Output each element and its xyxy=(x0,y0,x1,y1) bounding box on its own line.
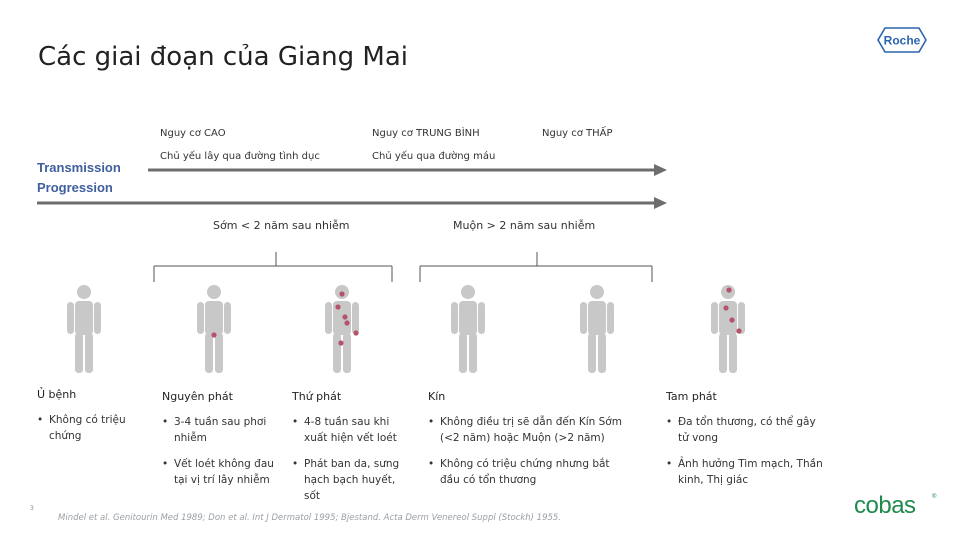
stage-tertiary-bullet-1: • Đa tổn thương, có thể gây tử vong xyxy=(666,416,816,444)
human-figure-icon xyxy=(446,283,490,375)
lesion-dot-icon xyxy=(211,332,216,337)
human-figure-icon xyxy=(320,283,364,375)
human-figure-icon xyxy=(575,283,619,375)
stage-tertiary-title: Tam phát xyxy=(666,390,717,403)
early-period-label: Sớm < 2 năm sau nhiễm xyxy=(213,219,350,232)
cobas-logo-text: cobas xyxy=(854,492,916,519)
transmission-label: Transmission xyxy=(37,160,121,175)
page-number: 3 xyxy=(30,505,34,512)
human-figure-icon xyxy=(62,283,106,375)
roche-logo-text: Roche xyxy=(883,33,921,48)
risk-medium-label: Nguy cơ TRUNG BÌNH xyxy=(372,128,480,139)
stage-primary-bullet-1: • 3-4 tuần sau phơi nhiễm xyxy=(162,416,267,444)
transmission-arrow xyxy=(148,164,667,176)
stage-latent-bullet-2: • Không có triệu chứng nhưng bắt đầu có tổn thương xyxy=(428,458,610,486)
stage-primary-bullet-2: • Vết loét không đau tại vị trí lây nhiễm xyxy=(162,458,274,486)
stage-latent-title: Kín xyxy=(428,390,446,403)
route-sexual-label: Chủ yếu lây qua đường tình dục xyxy=(160,151,320,162)
late-bracket xyxy=(420,252,652,282)
late-period-label: Muộn > 2 năm sau nhiễm xyxy=(453,219,596,232)
route-blood-label: Chủ yếu qua đường máu xyxy=(372,151,496,162)
progression-arrow xyxy=(37,197,667,209)
stage-secondary-bullet-1: • 4-8 tuần sau khi xuất hiện vết loét xyxy=(292,416,397,444)
risk-low-label: Nguy cơ THẤP xyxy=(542,128,613,139)
svg-text:®: ® xyxy=(932,494,937,500)
footnote: Mindel et al. Genitourin Med 1989; Don et al. Int J Dermatol 1995; Bjestand. Acta Derm Venereol Suppl (Stockh) 1955. xyxy=(58,513,561,523)
stage-incubation-title: Ủ bệnh xyxy=(37,388,77,401)
page-title: Các giai đoạn của Giang Mai xyxy=(38,42,408,72)
human-figure-icon xyxy=(706,283,750,375)
stage-tertiary-bullet-2: • Ảnh hưởng Tim mạch, Thần kinh, Thị giác xyxy=(666,458,823,486)
early-bracket xyxy=(154,252,392,282)
stage-secondary-bullet-2: • Phát ban da, sưng hạch bạch huyết, sốt xyxy=(292,458,400,502)
cobas-logo xyxy=(852,488,938,520)
stage-incubation-bullet: • Không có triệu chứng xyxy=(37,414,126,442)
stage-latent-bullet-1: • Không điều trị sẽ dẫn đến Kín Sớm (<2 năm) hoặc Muộn (>2 năm) xyxy=(428,416,622,444)
human-figure-icon xyxy=(192,283,236,375)
progression-label: Progression xyxy=(37,180,113,195)
stage-secondary-title: Thứ phát xyxy=(292,390,342,403)
risk-high-label: Nguy cơ CAO xyxy=(160,128,226,139)
stage-primary-title: Nguyên phát xyxy=(162,390,233,403)
